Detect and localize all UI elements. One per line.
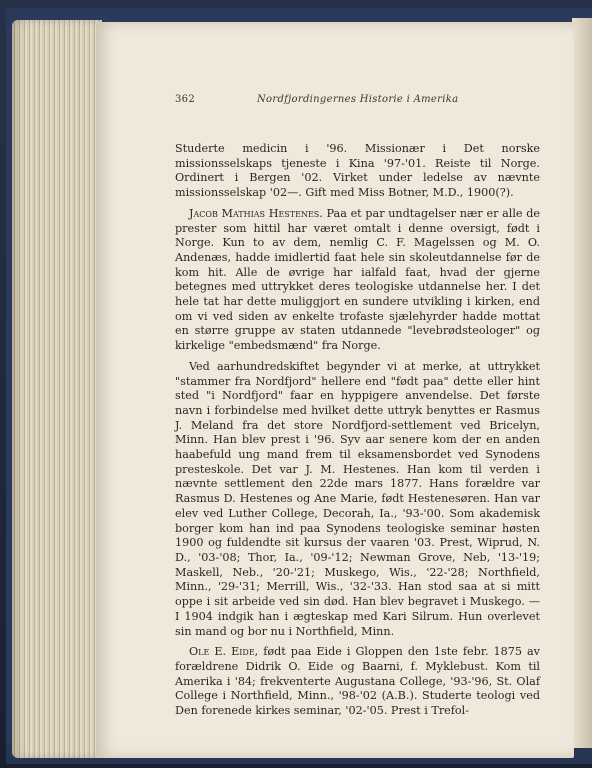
facing-page-edge [572, 18, 592, 748]
paragraph-2 [175, 207, 540, 354]
paragraph-1 [175, 142, 540, 201]
paragraph-3 [175, 360, 540, 639]
paragraph-4-lead-name: Ole E. Eide, [189, 645, 259, 659]
paragraph-3-text: Ved aarhundredskiftet begynder vi at merke, at uttrykket "stammer fra Nordfjord" hellere end "født paa" dette eller hint sted "i Nordfjord" faar en hyppigere anvendelse. Det første navn i forbindelse med hvilket dette uttryk benyttes er Rasmus J. Meland fra det store Nordfjord-settlement ved Bricelyn, Minn. Han blev prest i '96. Syv aar senere kom der en anden haabefuld ung mand frem til eksamensbordet ved Synodens presteskole. Det var J. M. Hestenes. Han kom til verden i nævnte settlement den 22de mars 1877. Hans forældre var Rasmus D. Hestenes og Ane Marie, født Hestenesøren. Han var elev ved Luther College, Decorah, Ia., '93-'00. Som akademisk borger kom han ind paa Synodens teologiske seminar høsten 1900 og fuldendte sit kursus der vaaren '03. Prest, Wiprud, N. D., '03-'08; Thor, Ia., '09-'12; Newman Grove, Neb, '13-'19; Maskell, Neb., '20-'21; Muskego, Wis., '22-'28; Northfield, Minn., '29-'31; Merrill, Wis., '32-'33. Han stod saa at si mitt oppe i sit arbeide ved sin død. Han blev begravet i Muskego. — I 1904 indgik han i ægteskap med Kari Silrum. Hun overlevet sin mand og bor nu i Northfield, Minn. [175, 359, 540, 638]
body-text [175, 142, 540, 719]
paragraph-4 [175, 645, 540, 719]
paragraph-1-text: Studerte medicin i '96. Missionær i Det norske missionsselskaps tjeneste i Kina '97-'01. Reiste til Norge. Ordinert i Bergen '02. Virket under ledelse av nævnte missionsselskap '02—. Gift med Miss Botner, M.D., 1900(?). [175, 142, 540, 200]
page-content [175, 94, 540, 725]
paragraph-2-text: Paa et par undtagelser nær er alle de prester som hittil har været omtalt i denne oversigt, født i Norge. Kun to av dem, nemlig C. F. Magelssen og M. O. Andenæs, hadde imidlertid faat hele sin skoleutdannelse før de kom hit. Alle de øvrige har ialfald faat, hvad der gjerne betegnes med uttrykket deres teologiske utdannelse her. I det hele tat har dette muliggjort en sundere utvikling i kirken, end om vi ved siden av enkelte trofaste sjælehyrder hadde mottat en større gruppe av staten utdannede "levebrødsteologer" og kirkelige "embedsmænd" fra Norge. [175, 206, 541, 353]
paragraph-4-text: født paa Eide i Gloppen den 1ste febr. 1875 av forældrene Didrik O. Eide og Baarni, f. Myklebust. Kom til Amerika i '84; frekventerte Augustana College, '93-'96, St. Olaf College i Northfield, Minn., '98-'02 (A.B.). Studerte teologi ved Den forenede kirkes seminar, '02-'05. Prest i Trefol- [175, 645, 541, 718]
paragraph-2-lead-name: Jacob Mathias Hestenes. [189, 206, 323, 220]
page-stack-edge [12, 20, 102, 758]
page-number: 362 [175, 94, 195, 105]
running-title: Nordfjordingernes Historie i Amerika [257, 94, 459, 105]
page-header [175, 94, 540, 114]
book-page [96, 22, 574, 758]
